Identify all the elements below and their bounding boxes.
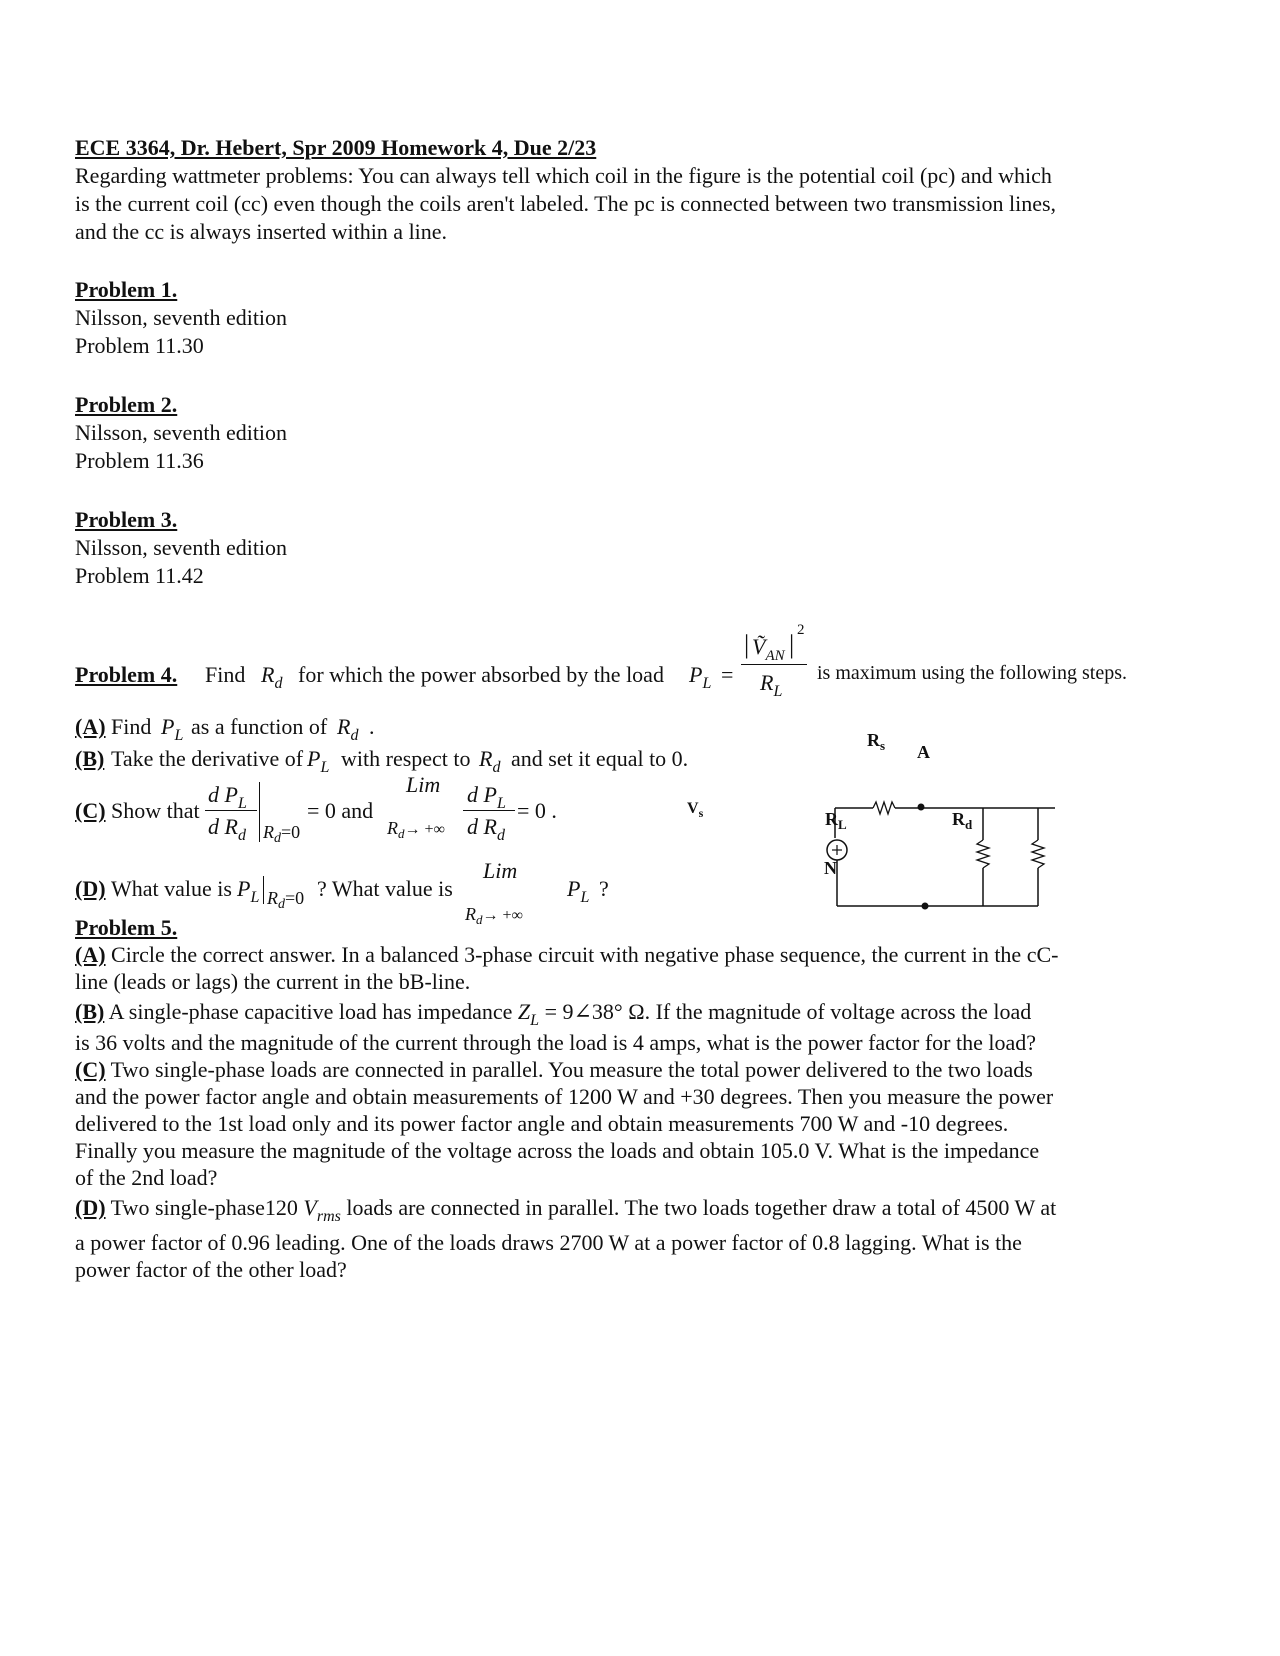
problem-2-book: Nilsson, seventh edition	[75, 420, 288, 445]
problem-5-a-line-2: line (leads or lags) the current in the bB-line.	[75, 969, 471, 994]
problem-5-c-line-1: (C) Two single-phase loads are connected in parallel. You measure the total power delivered to the two loads	[75, 1057, 1033, 1082]
problem-5-c-line-5: of the 2nd load?	[75, 1165, 218, 1190]
document-title: ECE 3364, Dr. Hebert, Spr 2009 Homework 4, Due 2/23	[75, 135, 597, 160]
problem-1-heading: Problem 1.	[75, 277, 178, 302]
problem-1-ref: Problem 11.30	[75, 333, 204, 358]
label-node-a: A	[917, 742, 930, 762]
problem-3-ref: Problem 11.42	[75, 563, 204, 588]
intro-line-2: is the current coil (cc) even though the coils aren't labeled. The pc is connected between two transmission lines,	[75, 191, 1057, 216]
node-a-dot	[918, 804, 925, 811]
problem-5-d-line-3: power factor of the other load?	[75, 1257, 347, 1282]
resistor-rl	[977, 840, 989, 868]
problem-2-ref: Problem 11.36	[75, 448, 204, 473]
node-n-dot	[922, 903, 929, 910]
label-node-n: N	[824, 858, 837, 878]
problem-5-c-line-3: delivered to the 1st load only and its power factor angle and obtain measurements 700 W and -10 degrees.	[75, 1111, 1009, 1136]
problem-3-heading: Problem 3.	[75, 507, 178, 532]
problem-5-b-line-2: is 36 volts and the magnitude of the current through the load is 4 amps, what is the power factor for the load?	[75, 1030, 1037, 1055]
label-rs: $R_s$	[867, 730, 886, 753]
problem-2-heading: Problem 2.	[75, 392, 178, 417]
intro-line-1: Regarding wattmeter problems: You can always tell which coil in the figure is the potential coil (pc) and which	[75, 163, 1052, 188]
resistor-rs	[873, 802, 895, 814]
problem-5-c-line-4: Finally you measure the magnitude of the voltage across the loads and obtain 105.0 V. What is the impedance	[75, 1138, 1040, 1163]
problem-1-book: Nilsson, seventh edition	[75, 305, 288, 330]
label-vs: $V_s$	[687, 800, 704, 820]
problem-5-heading: Problem 5.	[75, 915, 178, 940]
problem-5-b-line-1: (B) A single-phase capacitive load has impedance $Z_L$ = 9∠38° Ω. If the magnitude of voltage across the load	[75, 999, 1032, 1029]
problem-4-heading: Problem 4.	[75, 662, 178, 687]
problem-5-a-line-1: (A) Circle the correct answer. In a balanced 3-phase circuit with negative phase sequence, the current in the cC-	[75, 942, 1059, 967]
label-rd: $R_d$	[952, 809, 973, 832]
problem-3-book: Nilsson, seventh edition	[75, 535, 288, 560]
intro-line-3: and the cc is always inserted within a line.	[75, 219, 448, 244]
problem-5-d-line-2: a power factor of 0.96 leading. One of the loads draws 2700 W at a power factor of 0.8 lagging. What is the	[75, 1230, 1022, 1255]
label-rl: $R_L$	[825, 809, 847, 832]
problem-5-d-line-1: (D) Two single-phase120 $V_{rms}$ loads are connected in parallel. The two loads together draw a total of 4500 W at	[75, 1195, 1057, 1225]
problem-5-c-line-2: and the power factor angle and obtain measurements of 1200 W and +30 degrees. Then you measure the power	[75, 1084, 1054, 1109]
circuit-svg	[715, 760, 1055, 940]
